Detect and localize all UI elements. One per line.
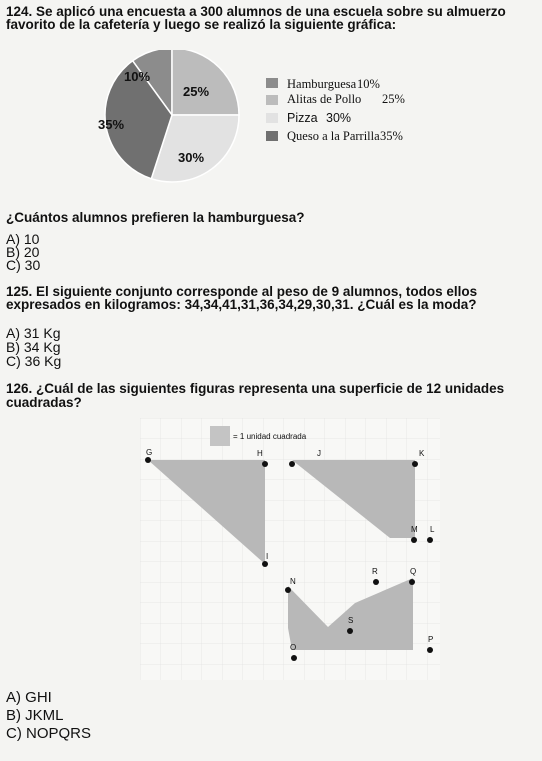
unit-square-swatch bbox=[210, 426, 230, 446]
q125-option-c[interactable]: C) 36 Kg bbox=[6, 353, 62, 369]
legend-name-hamburguesa: Hamburguesa bbox=[287, 77, 357, 91]
point-h-marker bbox=[262, 461, 268, 467]
pie-slice-alitas bbox=[172, 50, 239, 115]
legend-name-alitas: Alitas de Pollo bbox=[287, 92, 362, 106]
point-s-label: S bbox=[348, 616, 354, 625]
q126-option-b[interactable]: B) JKML bbox=[6, 707, 64, 724]
legend-value-hamburguesa: 10% bbox=[357, 77, 380, 91]
q126-option-c[interactable]: C) NOPQRS bbox=[6, 725, 92, 742]
point-l-marker bbox=[427, 537, 433, 543]
point-r-label: R bbox=[372, 567, 378, 576]
q125-line1: 125. El siguiente conjunto corresponde al peso de 9 alumnos, todos ellos bbox=[6, 284, 478, 299]
point-i-label: I bbox=[266, 552, 269, 561]
point-r-marker bbox=[373, 579, 379, 585]
point-g-label: G bbox=[146, 448, 153, 457]
point-s-marker bbox=[347, 628, 353, 634]
point-n-marker bbox=[285, 587, 291, 593]
point-q-label: Q bbox=[410, 567, 417, 576]
legend-swatch-queso bbox=[266, 131, 278, 141]
legend-name-pizza: Pizza bbox=[287, 111, 318, 125]
point-m-marker bbox=[411, 537, 417, 543]
slice-label-queso: 35% bbox=[98, 117, 125, 132]
point-m-label: M bbox=[411, 525, 418, 534]
legend-name-queso: Queso a la Parrilla bbox=[287, 129, 380, 143]
q126-option-a[interactable]: A) GHI bbox=[6, 689, 52, 706]
q125-option-b[interactable]: B) 34 Kg bbox=[6, 339, 61, 355]
point-p-marker bbox=[427, 647, 433, 653]
unit-square-label: = 1 unidad cuadrada bbox=[233, 432, 307, 441]
point-k-label: K bbox=[419, 449, 425, 458]
unit-squares-grid bbox=[140, 418, 440, 680]
point-p-label: P bbox=[428, 635, 434, 644]
q125-line2: expresados en kilogramos: 34,34,41,31,36,34,29,30,31. ¿Cuál es la moda? bbox=[6, 297, 477, 312]
point-j-marker bbox=[289, 461, 295, 467]
point-o-label: O bbox=[290, 643, 297, 652]
q124-intro-line1: 124. Se aplicó una encuesta a 300 alumnos de una escuela sobre su almuerzo bbox=[6, 4, 506, 19]
slice-label-pizza: 30% bbox=[178, 150, 205, 165]
legend-swatch-hamburguesa bbox=[266, 78, 278, 88]
chart-legend bbox=[266, 77, 405, 143]
point-g-marker bbox=[145, 457, 151, 463]
legend-swatch-alitas bbox=[266, 95, 278, 105]
q125-option-a[interactable]: A) 31 Kg bbox=[6, 325, 61, 341]
point-h-label: H bbox=[257, 449, 263, 458]
q124-option-c[interactable]: C) 30 bbox=[6, 257, 41, 273]
legend-value-alitas: 25% bbox=[382, 92, 405, 106]
slice-label-alitas: 25% bbox=[183, 84, 210, 99]
q126-line2: cuadradas? bbox=[6, 395, 82, 410]
slice-label-hamburguesa: 10% bbox=[124, 69, 151, 84]
point-j-label: J bbox=[317, 449, 321, 458]
point-i-marker bbox=[262, 561, 268, 567]
point-q-marker bbox=[409, 579, 415, 585]
legend-value-pizza: 30% bbox=[326, 111, 352, 125]
point-n-label: N bbox=[290, 577, 296, 586]
q124-option-a[interactable]: A) 10 bbox=[6, 231, 40, 247]
point-l-label: L bbox=[430, 525, 435, 534]
lunch-pie-chart bbox=[0, 50, 542, 200]
legend-swatch-pizza bbox=[266, 113, 278, 123]
q124-option-b[interactable]: B) 20 bbox=[6, 244, 40, 260]
point-o-marker bbox=[291, 655, 297, 661]
point-k-marker bbox=[412, 461, 418, 467]
q124-question: ¿Cuántos alumnos prefieren la hamburguesa? bbox=[6, 210, 305, 225]
legend-value-queso: 35% bbox=[380, 129, 403, 143]
q126-line1: 126. ¿Cuál de las siguientes figuras representa una superficie de 12 unidades bbox=[6, 381, 505, 396]
q124-intro-line2: favorito de la cafetería y luego se realizó la siguiente gráfica: bbox=[6, 17, 397, 32]
